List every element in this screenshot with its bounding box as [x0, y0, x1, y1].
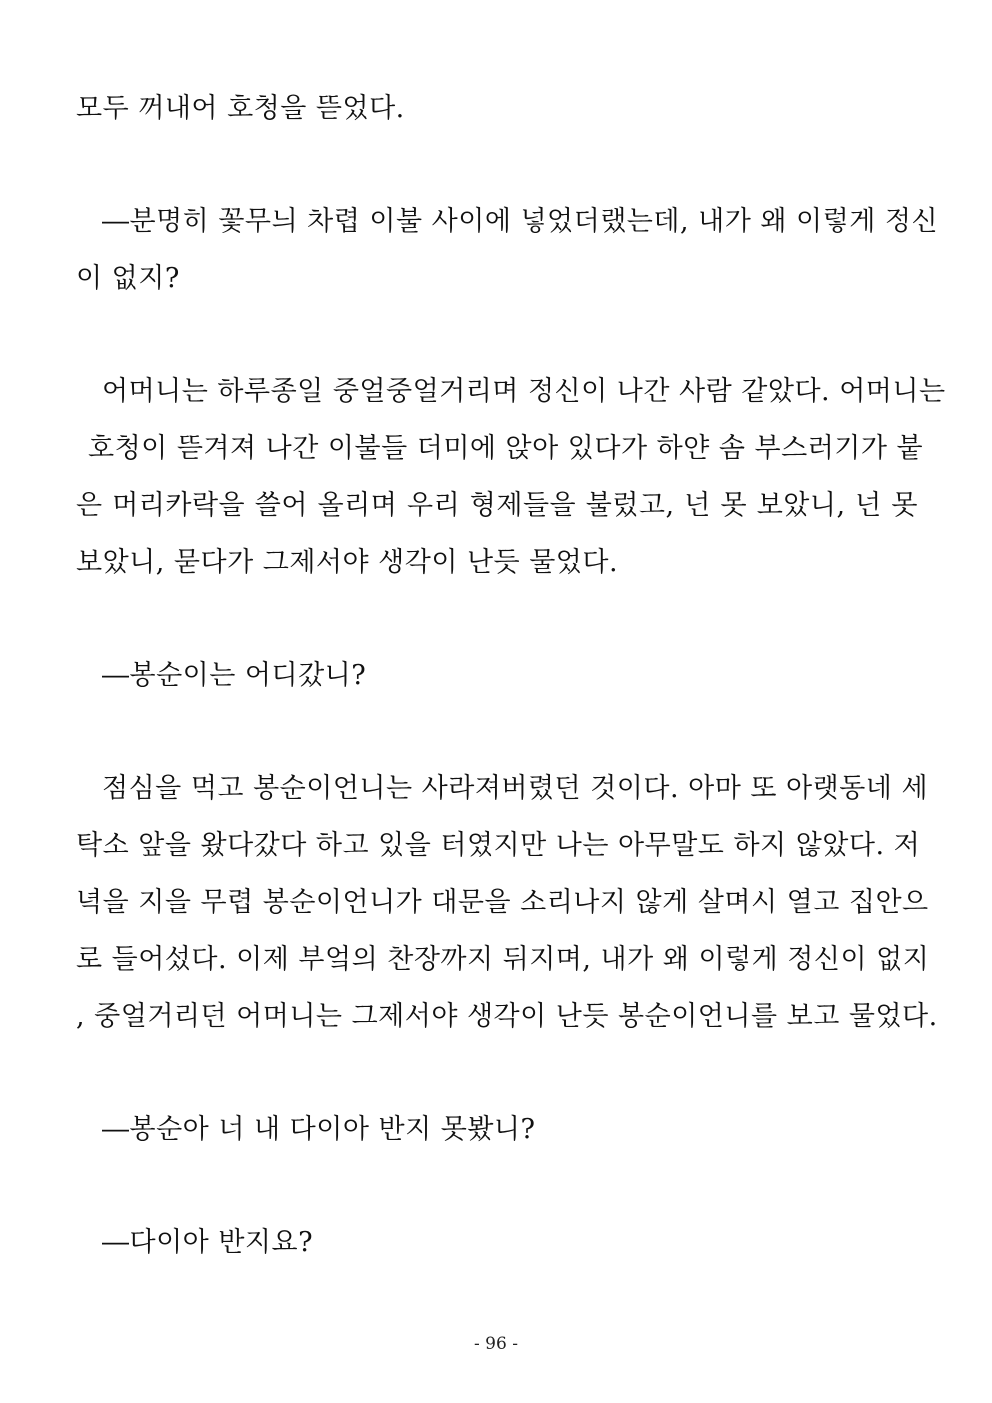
text-line: 로 들어섰다. 이제 부엌의 찬장까지 뒤지며, 내가 왜 이렇게 정신이 없지 — [76, 944, 930, 975]
text-line: 녁을 지을 무렵 봉순이언니가 대문을 소리나지 않게 살며시 열고 집안으 — [76, 887, 929, 918]
text-line: 은 머리카락을 쓸어 올리며 우리 형제들을 불렀고, 넌 못 보았니, 넌 못 — [76, 490, 918, 521]
text-line: 모두 꺼내어 호청을 뜯었다. — [76, 93, 405, 124]
text-line: 어머니는 하루종일 중얼중얼거리며 정신이 나간 사람 같았다. 어머니는 — [102, 376, 946, 407]
text-line: ―봉순아 너 내 다이아 반지 못봤니? — [102, 1114, 536, 1145]
text-line: ―분명히 꽃무늬 차렵 이불 사이에 넣었더랬는데, 내가 왜 이렇게 정신 — [102, 206, 939, 237]
text-line: 이 없지? — [76, 263, 180, 294]
text-line: 탁소 앞을 왔다갔다 하고 있을 터였지만 나는 아무말도 하지 않았다. 저 — [76, 830, 921, 861]
text-line: ―다이아 반지요? — [102, 1227, 314, 1258]
page-number: - 96 - — [474, 1334, 518, 1354]
text-line: , 중얼거리던 어머니는 그제서야 생각이 난듯 봉순이언니를 보고 물었다. — [76, 1001, 938, 1032]
text-line: 보았니, 묻다가 그제서야 생각이 난듯 물었다. — [76, 547, 619, 578]
text-line: ―봉순이는 어디갔니? — [102, 660, 367, 691]
text-line: 점심을 먹고 봉순이언니는 사라져버렸던 것이다. 아마 또 아랫동네 세 — [102, 773, 929, 804]
text-line: 호청이 뜯겨져 나간 이불들 더미에 앉아 있다가 하얀 솜 부스러기가 붙 — [88, 433, 924, 464]
